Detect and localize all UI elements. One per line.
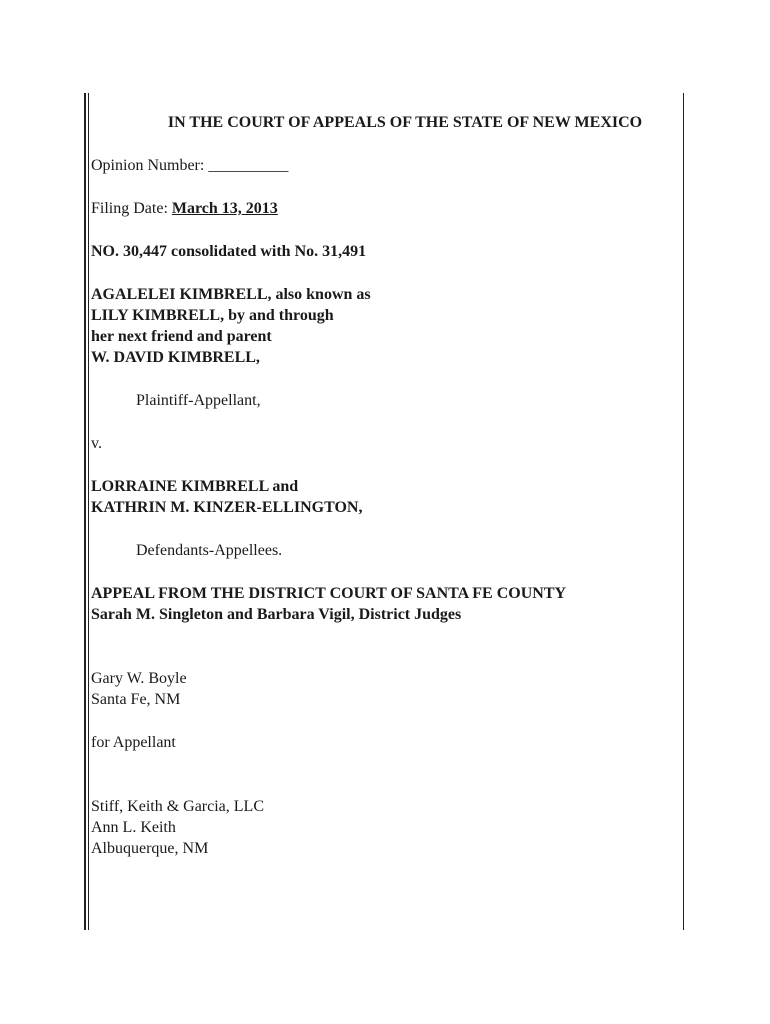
right-margin-rule: [683, 93, 684, 930]
filing-date-value: March 13, 2013: [171, 200, 278, 217]
district-judges: Sarah M. Singleton and Barbara Vigil, District Judges: [91, 606, 462, 623]
document-body: [91, 112, 679, 859]
appellant-counsel-location: Santa Fe, NM: [91, 691, 181, 708]
defendant-line-2: KATHRIN M. KINZER-ELLINGTON,: [91, 499, 363, 516]
plaintiff-line-4: W. DAVID KIMBRELL,: [91, 349, 260, 366]
appellant-counsel-name: Gary W. Boyle: [91, 670, 187, 687]
versus: v.: [91, 435, 102, 452]
opinion-number-value: __________: [208, 157, 289, 174]
appellant-counsel-for: for Appellant: [91, 734, 176, 751]
filing-date: [91, 198, 679, 219]
plaintiff-line-1: AGALELEI KIMBRELL, also known as: [91, 286, 371, 303]
defendant-role: Defendants-Appellees.: [136, 542, 283, 559]
plaintiff-line-3: her next friend and parent: [91, 328, 272, 345]
opinion-number: [91, 155, 679, 176]
appellee-counsel-location: Albuquerque, NM: [91, 840, 209, 857]
defendant-line-1: LORRAINE KIMBRELL and: [91, 478, 299, 495]
opinion-number-label: Opinion Number:: [91, 157, 205, 174]
filing-date-label: Filing Date:: [91, 200, 168, 217]
case-number: NO. 30,447 consolidated with No. 31,491: [91, 243, 367, 260]
left-margin-rule-inner: [88, 93, 89, 930]
court-title: IN THE COURT OF APPEALS OF THE STATE OF NEW MEXICO: [167, 114, 643, 131]
appellee-counsel-firm: Stiff, Keith & Garcia, LLC: [91, 798, 264, 815]
plaintiff-role: Plaintiff-Appellant,: [136, 392, 261, 409]
left-margin-rule-outer: [84, 93, 86, 930]
plaintiff-line-2: LILY KIMBRELL, by and through: [91, 307, 334, 324]
appellee-counsel-name: Ann L. Keith: [91, 819, 176, 836]
appeal-from: APPEAL FROM THE DISTRICT COURT OF SANTA FE COUNTY: [91, 585, 567, 602]
